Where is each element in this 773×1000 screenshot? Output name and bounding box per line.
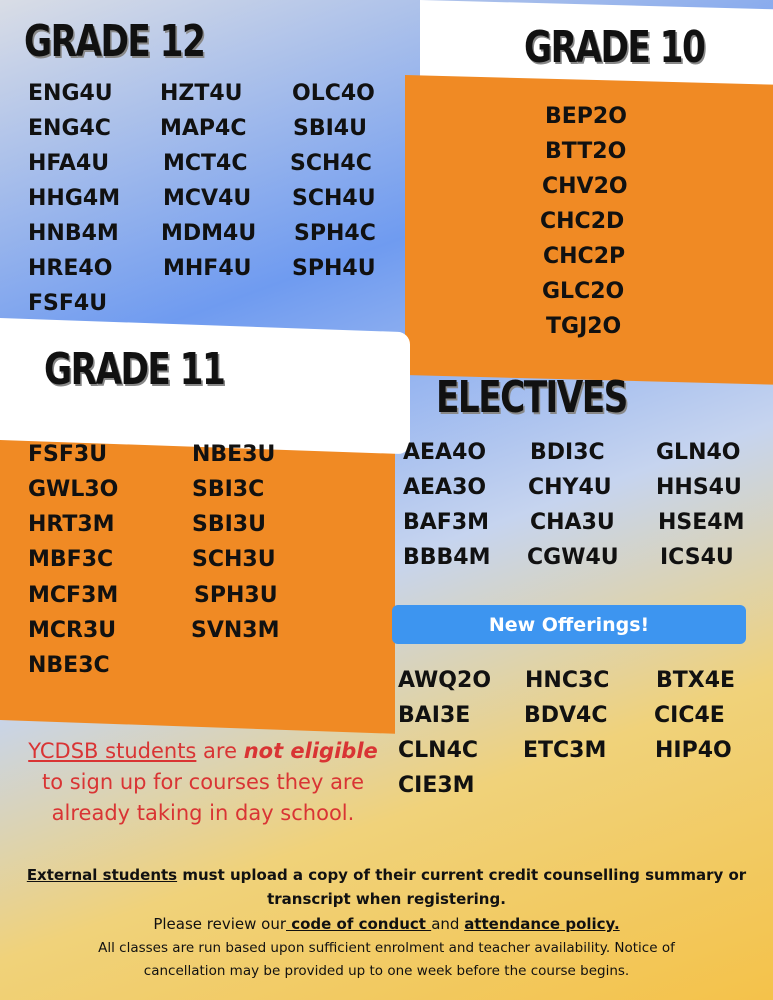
course-code: MCR3U (28, 618, 117, 643)
course-code: MAP4C (160, 116, 247, 141)
course-code: AWQ2O (398, 668, 492, 693)
course-code: HZT4U (160, 81, 243, 106)
course-code: MCT4C (163, 151, 248, 176)
course-code: HRE4O (28, 256, 113, 281)
course-code: NBE3U (192, 442, 276, 467)
course-code: FSF4U (28, 291, 108, 316)
footer (10, 863, 763, 983)
notice-line-3: already taking in day school. (51, 801, 355, 825)
course-code: BEP2O (545, 104, 627, 129)
course-code: SCH4C (290, 151, 372, 176)
course-code: CLN4C (398, 738, 479, 763)
course-code: SBI3U (192, 512, 266, 537)
course-code: HHG4M (28, 186, 121, 211)
course-code: AEA3O (403, 475, 487, 500)
course-code: BTX4E (656, 668, 736, 693)
course-code: SCH4U (292, 186, 376, 211)
footer-line-4: All classes are run based upon sufficient enrolment and teacher availability. Notice of (98, 940, 675, 956)
course-code: HIP4O (655, 738, 732, 763)
course-code: HRT3M (28, 512, 115, 537)
course-code: MCV4U (163, 186, 252, 211)
course-code: ICS4U (660, 545, 734, 570)
course-code: BAF3M (403, 510, 490, 535)
footer-line-3 (10, 912, 763, 937)
and-text: and (431, 915, 465, 933)
ycdsb-students-link[interactable]: YCDSB students (28, 739, 197, 763)
external-students-text: External students (26, 866, 178, 884)
course-code: SBI4U (293, 116, 367, 141)
new-offerings-label: New Offerings! (488, 613, 650, 636)
course-code: CHA3U (530, 510, 615, 535)
not-eligible-text: not eligible (243, 739, 378, 763)
course-code: SCH3U (192, 547, 276, 572)
code-of-conduct-link[interactable]: code of conduct (286, 915, 432, 933)
course-code: HNC3C (525, 668, 610, 693)
course-code: ENG4C (28, 116, 111, 141)
course-code: CIC4E (654, 703, 725, 728)
course-code: TGJ2O (546, 314, 622, 339)
course-code: FSF3U (28, 442, 108, 467)
notice-text: are (196, 739, 244, 763)
attendance-policy-link[interactable]: attendance policy. (464, 915, 620, 933)
footer-external-rest: must upload a copy of their current credit counselling summary or (177, 866, 747, 884)
course-code: HSE4M (658, 510, 745, 535)
course-code: CHC2P (543, 244, 626, 269)
new-offerings-button[interactable] (392, 605, 746, 644)
course-code: SPH4U (292, 256, 376, 281)
course-code: SPH3U (194, 583, 278, 608)
course-code: ENG4U (28, 81, 113, 106)
course-code: ETC3M (523, 738, 607, 763)
course-code: GLC2O (542, 279, 625, 304)
course-code: HHS4U (656, 475, 742, 500)
course-code: SBI3C (192, 477, 265, 502)
course-code: SVN3M (191, 618, 280, 643)
review-prefix: Please review our (153, 915, 286, 933)
course-code: NBE3C (28, 653, 110, 678)
course-code: HNB4M (28, 221, 119, 246)
course-code: OLC4O (292, 81, 375, 106)
footer-line-5: cancellation may be provided up to one week before the course begins. (143, 963, 630, 979)
course-code: CHV2O (542, 174, 628, 199)
notice-line-1 (20, 736, 386, 767)
course-code: BDI3C (530, 440, 605, 465)
course-code: BAI3E (398, 703, 471, 728)
course-code: CIE3M (398, 773, 475, 798)
course-code: GWL3O (28, 477, 119, 502)
grade12-title: GRADE 12 (24, 16, 205, 67)
course-code: MDM4U (161, 221, 257, 246)
grade11-title: GRADE 11 (44, 344, 225, 395)
course-code: CGW4U (527, 545, 619, 570)
course-code: BTT2O (545, 139, 627, 164)
course-code: CHY4U (528, 475, 612, 500)
course-code: AEA4O (403, 440, 487, 465)
course-code: BDV4C (524, 703, 608, 728)
footer-line-1 (10, 863, 763, 887)
notice-line-2: to sign up for courses they are (41, 770, 365, 794)
course-code: MHF4U (163, 256, 252, 281)
footer-line-2: transcript when registering. (267, 890, 506, 908)
course-code: MCF3M (28, 583, 119, 608)
course-code: BBB4M (403, 545, 491, 570)
eligibility-notice (20, 736, 386, 829)
course-code: GLN4O (656, 440, 741, 465)
course-code: CHC2D (540, 209, 625, 234)
course-code: MBF3C (28, 547, 114, 572)
electives-title: ELECTIVES (436, 372, 627, 423)
course-code: HFA4U (28, 151, 110, 176)
course-code: SPH4C (294, 221, 376, 246)
grade10-title: GRADE 10 (524, 22, 705, 73)
